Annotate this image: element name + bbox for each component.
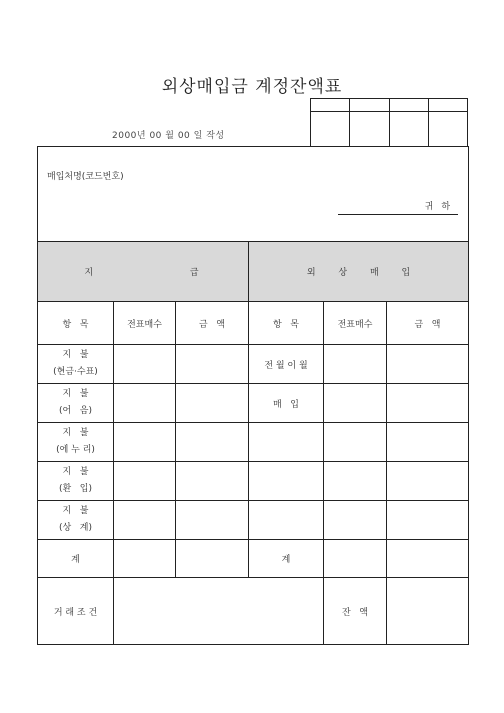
slips-cell[interactable] xyxy=(114,501,176,540)
col-slips-left: 전표매수 xyxy=(114,302,176,345)
approval-cell[interactable] xyxy=(350,112,389,147)
col-amount-left: 금 액 xyxy=(176,302,249,345)
amount-cell[interactable] xyxy=(387,345,469,384)
item-cell[interactable] xyxy=(249,423,324,462)
purchase-row-label: 매 입 xyxy=(249,384,324,423)
pay-row-label: 지 불 (상 계) xyxy=(38,501,114,540)
vendor-label: 매입처명(코드번호) xyxy=(47,172,124,182)
slips-cell[interactable] xyxy=(324,423,387,462)
item-cell[interactable] xyxy=(249,501,324,540)
slips-cell[interactable] xyxy=(114,540,176,578)
date-line: 2000년 00 월 00 일 작성 xyxy=(112,131,225,141)
approval-cell[interactable] xyxy=(389,112,428,147)
amount-cell[interactable] xyxy=(387,384,469,423)
vendor-section[interactable] xyxy=(38,147,469,242)
amount-cell[interactable] xyxy=(387,501,469,540)
slips-cell[interactable] xyxy=(324,345,387,384)
vendor-underline xyxy=(338,214,458,215)
purchase-row-label: 전 월 이 월 xyxy=(249,345,324,384)
approval-box xyxy=(310,98,468,147)
pay-row-label: 지 불 (어 음) xyxy=(38,384,114,423)
balance-table xyxy=(37,146,469,645)
amount-cell[interactable] xyxy=(176,384,249,423)
col-amount-right: 금 액 xyxy=(387,302,469,345)
credit-purchase-header: 외 상 매 입 xyxy=(249,242,469,302)
slips-cell[interactable] xyxy=(324,540,387,578)
col-item-right: 항 목 xyxy=(249,302,324,345)
total-label-left: 계 xyxy=(38,540,114,578)
pay-header: 지 급 xyxy=(38,242,249,302)
total-label-right: 계 xyxy=(249,540,324,578)
col-slips-right: 전표매수 xyxy=(324,302,387,345)
approval-cell[interactable] xyxy=(311,112,350,147)
amount-cell[interactable] xyxy=(176,501,249,540)
item-cell[interactable] xyxy=(249,462,324,501)
balance-field[interactable] xyxy=(387,578,469,645)
slips-cell[interactable] xyxy=(114,384,176,423)
approval-cell[interactable] xyxy=(428,112,467,147)
terms-label: 거 래 조 건 xyxy=(38,578,114,645)
pay-row-label: 지 불 (환 입) xyxy=(38,462,114,501)
approval-cell[interactable] xyxy=(350,99,389,112)
amount-cell[interactable] xyxy=(176,540,249,578)
col-item-left: 항 목 xyxy=(38,302,114,345)
slips-cell[interactable] xyxy=(114,423,176,462)
pay-row-label: 지 불 (현금·수표) xyxy=(38,345,114,384)
terms-field[interactable] xyxy=(114,578,324,645)
honorific: 귀하 xyxy=(424,202,459,212)
approval-cell[interactable] xyxy=(311,99,350,112)
page-title: 외상매입금 계정잔액표 xyxy=(161,77,343,97)
slips-cell[interactable] xyxy=(324,501,387,540)
amount-cell[interactable] xyxy=(387,462,469,501)
balance-label: 잔 액 xyxy=(324,578,387,645)
amount-cell[interactable] xyxy=(176,462,249,501)
amount-cell[interactable] xyxy=(176,345,249,384)
pay-row-label: 지 불 (에 누 리) xyxy=(38,423,114,462)
slips-cell[interactable] xyxy=(324,462,387,501)
amount-cell[interactable] xyxy=(387,423,469,462)
amount-cell[interactable] xyxy=(387,540,469,578)
slips-cell[interactable] xyxy=(324,384,387,423)
amount-cell[interactable] xyxy=(176,423,249,462)
approval-cell[interactable] xyxy=(389,99,428,112)
slips-cell[interactable] xyxy=(114,345,176,384)
slips-cell[interactable] xyxy=(114,462,176,501)
approval-cell[interactable] xyxy=(428,99,467,112)
